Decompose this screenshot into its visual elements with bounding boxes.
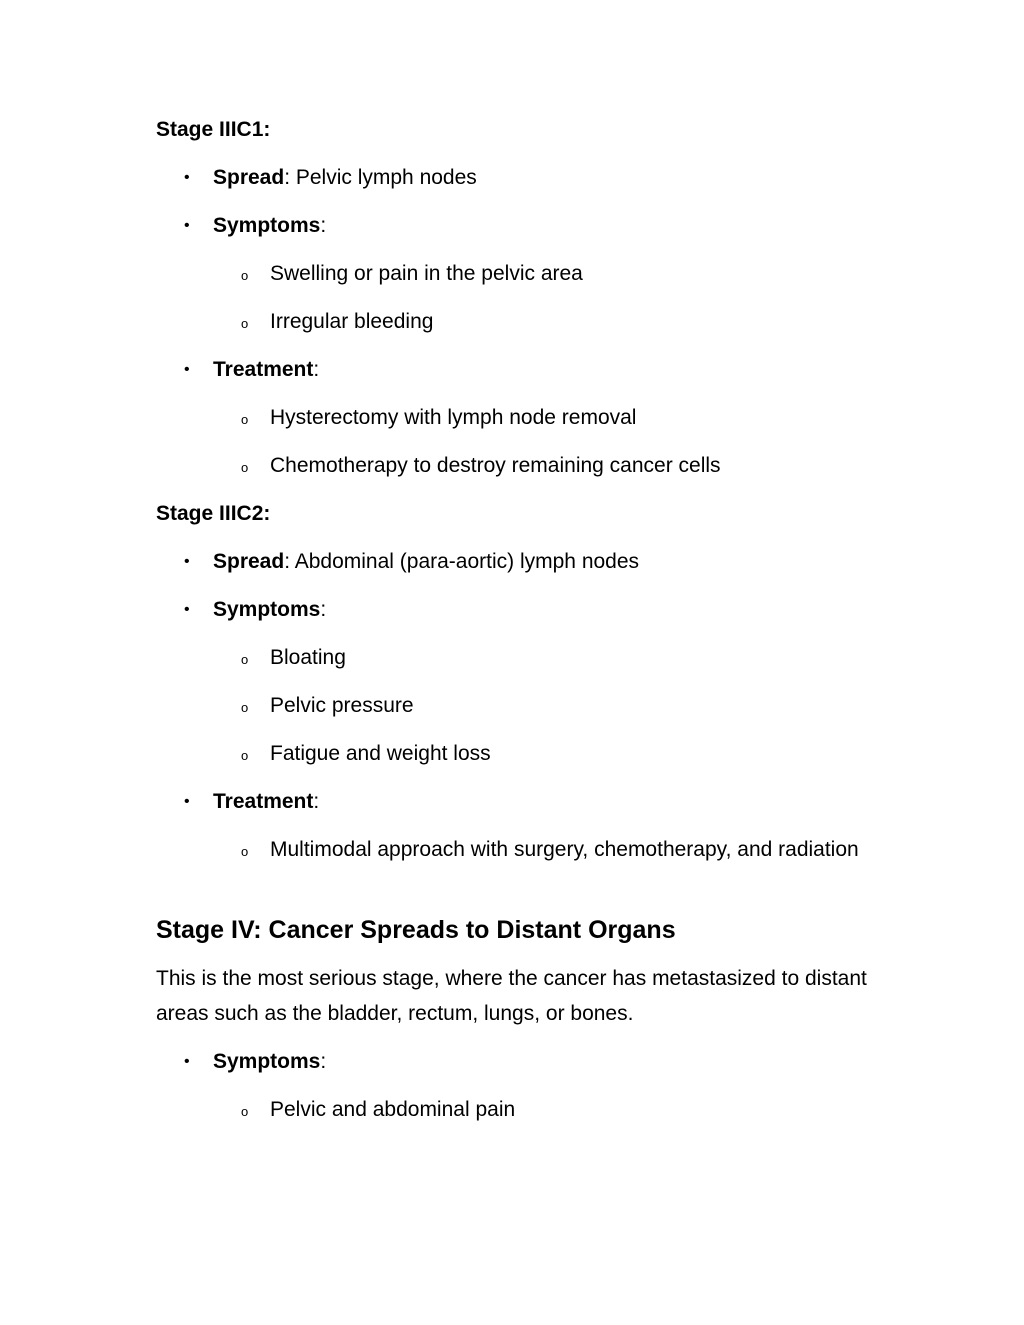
stage-iiic1-treatment-list	[213, 400, 876, 483]
bullet-icon: •	[184, 169, 190, 186]
list-item	[213, 256, 876, 291]
stage-iiic1-treatment-item	[156, 352, 876, 483]
stage-iiic2-treatment-list	[213, 832, 876, 867]
list-item	[213, 400, 876, 435]
spread-term: Spread	[213, 166, 285, 189]
circle-bullet-icon: o	[241, 652, 249, 667]
bullet-icon: •	[184, 601, 190, 618]
stage-iiic1-list	[156, 160, 876, 483]
list-item	[213, 832, 876, 867]
circle-bullet-icon: o	[241, 412, 249, 427]
list-item	[213, 640, 876, 675]
symptoms-colon: :	[320, 598, 327, 621]
list-item-text: Pelvic pressure	[270, 694, 414, 717]
stage-iiic2-treatment-item	[156, 784, 876, 867]
list-item-text: Bloating	[270, 646, 346, 669]
symptoms-term: Symptoms	[213, 598, 321, 621]
list-item	[213, 448, 876, 483]
spread-text: : Abdominal (para-aortic) lymph nodes	[284, 550, 640, 573]
treatment-colon: :	[313, 790, 320, 813]
symptoms-colon: :	[320, 214, 327, 237]
treatment-colon: :	[313, 358, 320, 381]
spread-term: Spread	[213, 550, 285, 573]
stage-iiic2-symptoms-list	[213, 640, 876, 771]
list-item	[213, 304, 876, 339]
circle-bullet-icon: o	[241, 844, 249, 859]
circle-bullet-icon: o	[241, 316, 249, 331]
stage-iiic2-label: Stage IIIC2:	[156, 502, 271, 525]
circle-bullet-icon: o	[241, 700, 249, 715]
symptoms-term: Symptoms	[213, 214, 321, 237]
treatment-term: Treatment	[213, 358, 314, 381]
list-item-text: Multimodal approach with surgery, chemotherapy, and radiation	[270, 838, 859, 861]
bullet-icon: •	[184, 793, 190, 810]
list-item	[213, 736, 876, 771]
list-item-text: Chemotherapy to destroy remaining cancer cells	[270, 454, 721, 477]
stage-iv-list	[156, 1044, 876, 1127]
stage-iv-symptoms-item	[156, 1044, 876, 1127]
bullet-icon: •	[184, 553, 190, 570]
list-item-text: Pelvic and abdominal pain	[270, 1098, 516, 1121]
document-body	[156, 112, 876, 1140]
circle-bullet-icon: o	[241, 1104, 249, 1119]
symptoms-term: Symptoms	[213, 1050, 321, 1073]
bullet-icon: •	[184, 217, 190, 234]
circle-bullet-icon: o	[241, 268, 249, 283]
list-item	[213, 1092, 876, 1127]
stage-iiic2-symptoms-item	[156, 592, 876, 771]
stage-iiic1-symptoms-item	[156, 208, 876, 339]
list-item	[213, 688, 876, 723]
stage-iiic2-list	[156, 544, 876, 867]
list-item-text: Irregular bleeding	[270, 310, 434, 333]
list-item-text: Hysterectomy with lymph node removal	[270, 406, 637, 429]
bullet-icon: •	[184, 1053, 190, 1070]
treatment-term: Treatment	[213, 790, 314, 813]
stage-iiic1-label: Stage IIIC1:	[156, 118, 271, 141]
stage-iv-heading: Stage IV: Cancer Spreads to Distant Organs	[156, 916, 676, 944]
stage-iiic1-spread-item	[156, 160, 876, 195]
list-item-text: Swelling or pain in the pelvic area	[270, 262, 583, 285]
bullet-icon: •	[184, 361, 190, 378]
stage-iiic2-spread-item	[156, 544, 876, 579]
spread-text: : Pelvic lymph nodes	[284, 166, 477, 189]
stage-iv-intro: This is the most serious stage, where the cancer has metastasized to distant areas such as the bladder, rectum, lungs, or bones.	[156, 967, 867, 1025]
symptoms-colon: :	[320, 1050, 327, 1073]
circle-bullet-icon: o	[241, 460, 249, 475]
list-item-text: Fatigue and weight loss	[270, 742, 491, 765]
circle-bullet-icon: o	[241, 748, 249, 763]
stage-iiic1-symptoms-list	[213, 256, 876, 339]
stage-iv-symptoms-list	[213, 1092, 876, 1127]
